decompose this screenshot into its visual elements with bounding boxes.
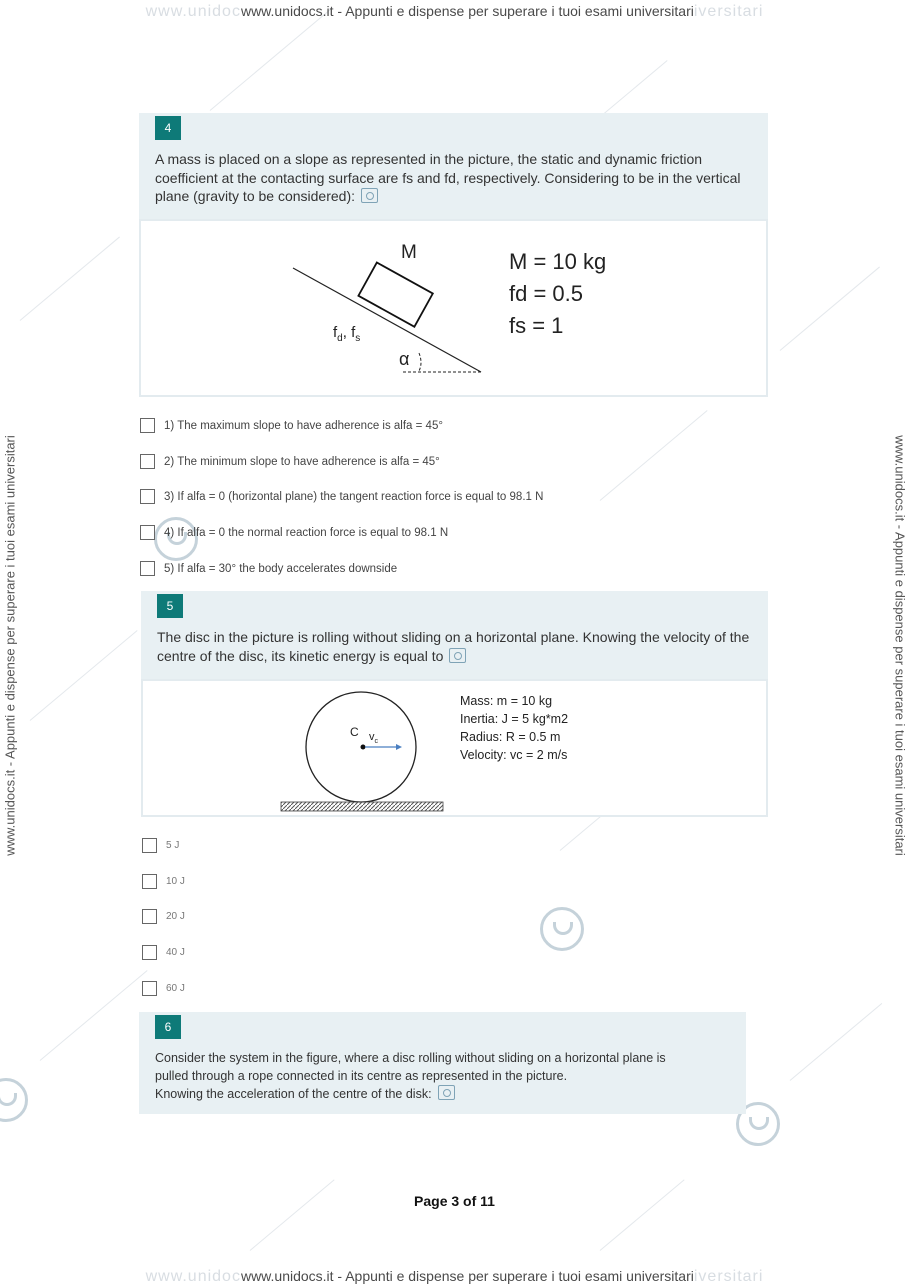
answer-checkbox[interactable] xyxy=(142,909,157,924)
audio-icon[interactable] xyxy=(449,648,466,663)
side-watermark-left: www.unidocs.it - Appunti e dispense per superare i tuoi esami universitari xyxy=(2,435,18,856)
given-values: M = 10 kg fd = 0.5 fs = 1 xyxy=(509,249,607,338)
header-watermark: www.unidocwww.unidocs.it - Appunti e dispense per superare i tuoi esami universitariiversitari xyxy=(145,3,764,20)
audio-icon[interactable] xyxy=(361,188,378,203)
answer-checkbox[interactable] xyxy=(140,454,155,469)
unidocs-logo-icon xyxy=(540,907,584,951)
answer-option[interactable]: 2) The minimum slope to have adherence is alfa = 45° xyxy=(140,454,440,469)
watermark-line xyxy=(780,267,880,351)
answer-option[interactable]: 20 J xyxy=(142,909,185,924)
answer-checkbox[interactable] xyxy=(142,838,157,853)
watermark-line xyxy=(20,237,120,321)
answer-option[interactable]: 4) If alfa = 0 the normal reaction force is equal to 98.1 N xyxy=(140,525,448,540)
audio-icon[interactable] xyxy=(438,1085,455,1100)
given-values: Mass: m = 10 kg Inertia: J = 5 kg*m2 Radius: R = 0.5 m Velocity: vc = 2 m/s xyxy=(460,694,569,762)
question-text: Consider the system in the figure, where a disc rolling without sliding on a horizontal plane is pulled through a rope connected in its centre as represented in the picture. Knowing the acceleration of the centre of the disk: xyxy=(155,1051,666,1101)
question-4-figure xyxy=(139,219,768,397)
question-number: 5 xyxy=(157,594,183,618)
side-watermark-right: www.unidocs.it - Appunti e dispense per superare i tuoi esami universitari xyxy=(892,435,908,856)
disc-diagram xyxy=(143,681,766,815)
angle-label: α xyxy=(399,349,410,369)
friction-label: $f_d$, $f_s$ xyxy=(333,324,361,344)
watermark-line xyxy=(210,7,333,111)
watermark-line xyxy=(250,1179,335,1250)
answer-checkbox[interactable] xyxy=(140,525,155,540)
answer-option[interactable]: 10 J xyxy=(142,874,185,889)
question-4-box xyxy=(139,113,768,221)
answer-option[interactable]: 3) If alfa = 0 (horizontal plane) the tangent reaction force is equal to 98.1 N xyxy=(140,489,543,504)
question-text: A mass is placed on a slope as represented in the picture, the static and dynamic friction coefficient at the contacting surface are fs and fd, respectively. Considering to be in the vertical plane (gravity to be considered): xyxy=(155,151,741,204)
answer-option[interactable]: 5) If alfa = 30° the body accelerates downside xyxy=(140,561,397,576)
answer-option[interactable]: 1) The maximum slope to have adherence is alfa = 45° xyxy=(140,418,443,433)
question-text: The disc in the picture is rolling without sliding on a horizontal plane. Knowing the velocity of the centre of the disc, its kinetic energy is equal to xyxy=(157,629,750,664)
mass-label: M xyxy=(401,242,417,263)
watermark-line xyxy=(790,1003,883,1081)
question-5-box xyxy=(141,591,768,681)
watermark-line xyxy=(40,970,148,1061)
answer-option[interactable]: 60 J xyxy=(142,981,185,996)
watermark-line xyxy=(30,630,138,721)
slope-diagram xyxy=(141,221,766,395)
answer-checkbox[interactable] xyxy=(140,489,155,504)
answer-option[interactable]: 5 J xyxy=(142,838,179,853)
question-6-box xyxy=(139,1012,746,1114)
page-number: Page 3 of 11 xyxy=(414,1193,495,1209)
answer-checkbox[interactable] xyxy=(140,418,155,433)
watermark-line xyxy=(600,410,708,501)
answer-checkbox[interactable] xyxy=(140,561,155,576)
question-number: 4 xyxy=(155,116,181,140)
answer-checkbox[interactable] xyxy=(142,945,157,960)
watermark-line xyxy=(600,1179,685,1250)
footer-watermark: www.unidocwww.unidocs.it - Appunti e dispense per superare i tuoi esami universitariiversitari xyxy=(145,1268,764,1285)
answer-checkbox[interactable] xyxy=(142,874,157,889)
answer-option[interactable]: 40 J xyxy=(142,945,185,960)
velocity-label: $v_c$ xyxy=(369,731,378,746)
centre-label: C xyxy=(350,725,359,739)
question-5-figure xyxy=(141,679,768,817)
answer-checkbox[interactable] xyxy=(142,981,157,996)
question-number: 6 xyxy=(155,1015,181,1039)
unidocs-logo-icon xyxy=(0,1078,28,1122)
